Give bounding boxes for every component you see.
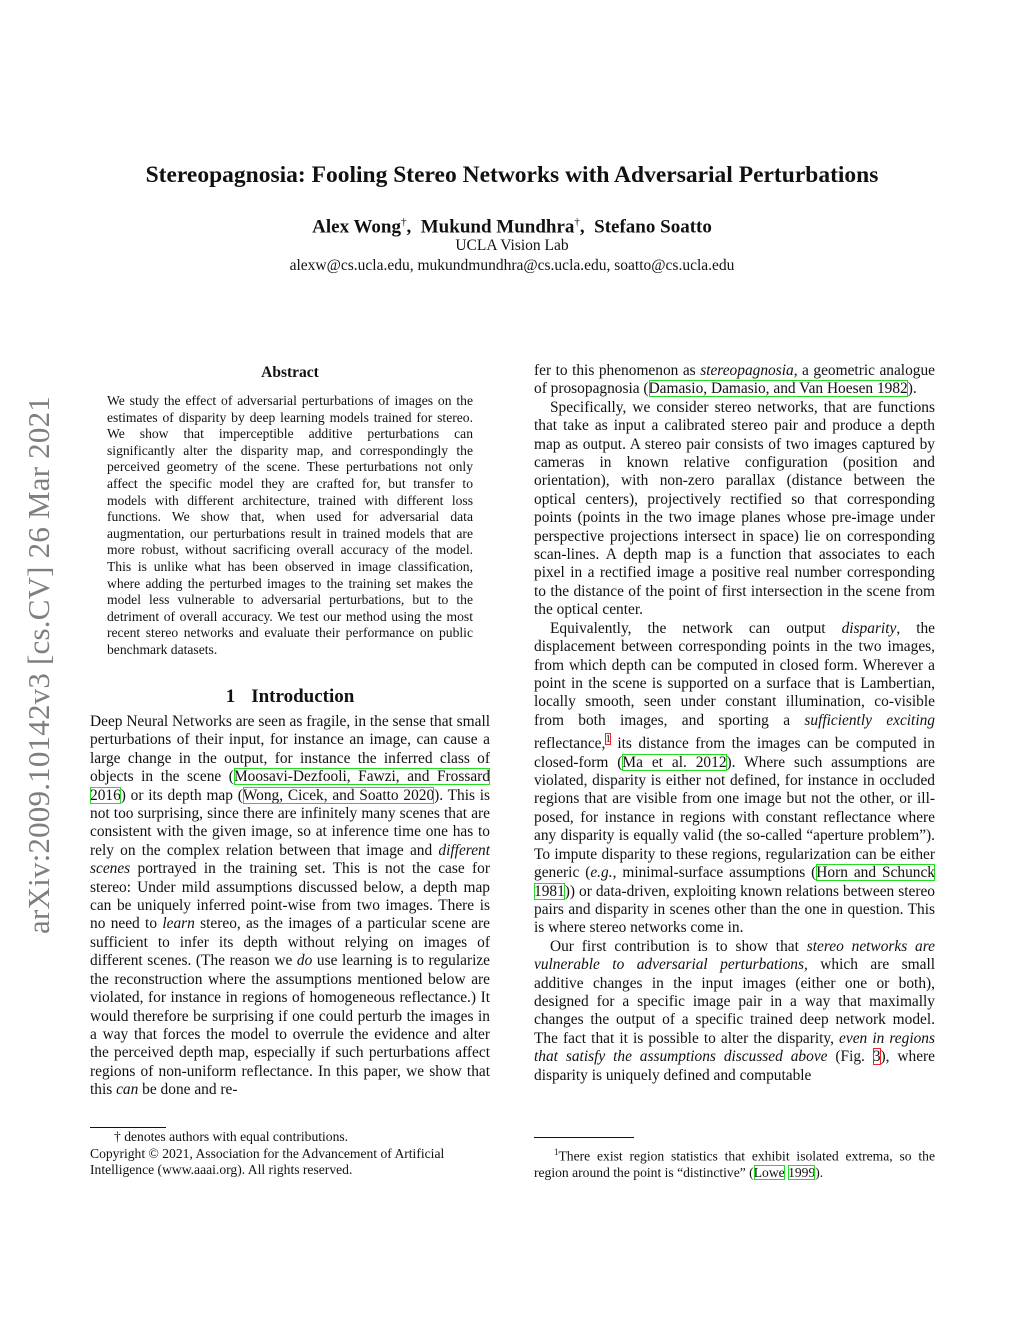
author-name: Alex Wong <box>312 216 401 238</box>
body-paragraph: Specifically, we consider stereo networks, that are functions that take as input a calibrated stereo pair and produce a depth map as output. A stereo pair consists of two images captured by cameras in known relative configuration (position and orientation), with non-zero parallax (distance between the optical centers), projectively rectified so that corresponding points (points in the two image planes whose pre-image under perspective projections intersect in space) lie on corresponding scan-lines. A depth map is a function that associates to each pixel in a rectified image a positive real number corresponding to the distance of the point of first intersection in the scene from the optical center. <box>534 398 935 619</box>
author-emails: alexw@cs.ucla.edu, mukundmundhra@cs.ucla.edu, soatto@cs.ucla.edu <box>289 257 735 274</box>
section-title: Introduction <box>251 686 355 707</box>
footnote-divider <box>534 1137 634 1138</box>
affiliation: UCLA Vision Lab <box>455 237 569 254</box>
footnote-1: $^1$There exist region statistics that exhibit isolated extrema, so the region around the point is “distinctive” (Lowe 1999). <box>534 1147 935 1181</box>
section-number: 1 <box>225 686 236 707</box>
arxiv-id-text: arXiv:2009.10142v3 [cs.CV] 26 Mar 2021 <box>21 396 56 934</box>
arxiv-sidebar-stamp <box>14 355 64 975</box>
citation-link[interactable]: Wong, Cicek, and Soatto 2020 <box>242 786 435 804</box>
body-paragraph: Our first contribution is to show that stereo networks are vulnerable to adversarial perturbations, which are small additive changes in the input images (either one or both), designed for a specific image pair in a way that maximally changes the output of a specific trained deep network model. The fact that it is possible to alter the disparity, even in regions that satisfy the assumptions discussed above (Fig. 3), where disparity is uniquely defined and computable <box>534 937 935 1084</box>
paper-title: Stereopagnosia: Fooling Stereo Networks with Adversarial Perturbations <box>145 162 879 188</box>
section-heading <box>90 686 490 708</box>
equal-contribution-mark: † <box>401 216 407 228</box>
abstract-heading: Abstract <box>261 364 319 381</box>
copyright-note: Copyright © 2021, Association for the Advancement of Artificial Intelligence (www.aaai.org). All rights reserved. <box>90 1145 445 1178</box>
abstract-text: We study the effect of adversarial perturbations of images on the estimates of disparity by deep learning models trained for stereo. We show that imperceptible additive perturbations can significantly alter the disparity map, and correspondingly the perceived geometry of the scene. These perturbations not only affect the specific model they are crafted for, but transfer to models with different architecture, trained with different loss functions. We show that, when used for adversarial data augmentation, our perturbations result in trained models that are more robust, without sacrificing overall accuracy of the model. This is unlike what has been observed in image classification, where adding the perturbed images to the training set makes the model less vulnerable to adversarial perturbations, but to the detriment of overall accuracy. We test our method using the most recent stereo networks and evaluate their performance on public benchmark datasets. <box>107 393 473 657</box>
equal-contribution-mark: † <box>574 216 580 228</box>
body-paragraph: Equivalently, the network can output disparity, the displacement between corresponding points in the two images, from which depth can be computed in closed form. Wherever a point in the scene is supported on a surface that is Lambertian, locally smooth, seen under constant illumination, co-visible from both images, and sporting a sufficiently exciting reflectance,$^1$ its distance from the images can be computed in closed-form (Ma et al. 2012). Where such assumptions are violated, disparity is either not defined, for instance in occluded regions that are visible from one image but not the other, or ill-posed, for instance in regions with constant reflectance where any disparity is equally valid (the so-called “aperture problem”). To impute disparity to these regions, regularization can be either generic (e.g., minimal-surface assumptions (Horn and Schunck 1981)) or data-driven, exploiting known relations between stereo pairs and disparity in scenes other than the one in question. This is where stereo networks come in. <box>534 619 936 937</box>
footnote-link[interactable]: 1 <box>605 733 611 746</box>
footnote-divider <box>90 1127 166 1128</box>
author-name: Stefano Soatto <box>594 216 712 238</box>
left-column-body <box>90 713 490 1100</box>
citation-link[interactable]: Ma et al. 2012 <box>622 753 727 771</box>
citation-link[interactable]: Moosavi-Dezfooli, Fawzi, and Frossard 2016 <box>90 768 491 804</box>
author-list: Alex Wong†, Mukund Mundhra†, Stefano Soatto <box>312 216 712 238</box>
citation-link[interactable]: 1999 <box>788 1165 816 1181</box>
right-column-body <box>534 362 935 1085</box>
left-footnotes <box>90 1129 490 1179</box>
intro-paragraph: Deep Neural Networks are seen as fragile, in the sense that small perturbations of their input, for instance an image, can cause a large change in the output, for instance the inferred class of objects in the scene (Moosavi-Dezfooli, Fawzi, and Frossard 2016) or its depth map (Wong, Cicek, and Soatto 2020). This is not too surprising, since there are infinitely many scenes that are consistent with the given image, so at inference time one has to rely on the complex relation between that image and different scenes portrayed in the training set. This is not the case for stereo: Under mild assumptions discussed below, a depth map can be uniquely inferred point-wise from two images. There is no need to learn stereo, as the images of a particular scene are sufficient to infer its depth without relying on images of different scenes. (The reason we do use learning is to regularize the reconstruction where the assumptions mentioned below are violated, for instance in regions of homogeneous reflectance.) It would therefore be surprising if one could perturb the images in a way that forces the model to overrule the evidence and alter the perceived depth map, especially if such perturbations affect regions of non-uniform reflectance. In this paper, we show that this can be done and re- <box>90 713 491 1099</box>
body-paragraph: fer to this phenomenon as stereopagnosia, a geometric analogue of prosopagnosia (Damasio, Damasio, and Van Hoesen 1982). <box>534 362 935 398</box>
author-name: Mukund Mundhra <box>420 216 575 238</box>
citation-link[interactable]: Damasio, Damasio, and Van Hoesen 1982 <box>648 380 908 398</box>
right-footnotes <box>534 1144 935 1182</box>
figure-link[interactable]: 3 <box>872 1048 881 1066</box>
equal-contribution-note: † denotes authors with equal contributions. <box>114 1129 349 1144</box>
citation-link[interactable]: Lowe <box>753 1165 785 1181</box>
citation-link[interactable]: Horn and Schunck 1981 <box>534 864 935 900</box>
